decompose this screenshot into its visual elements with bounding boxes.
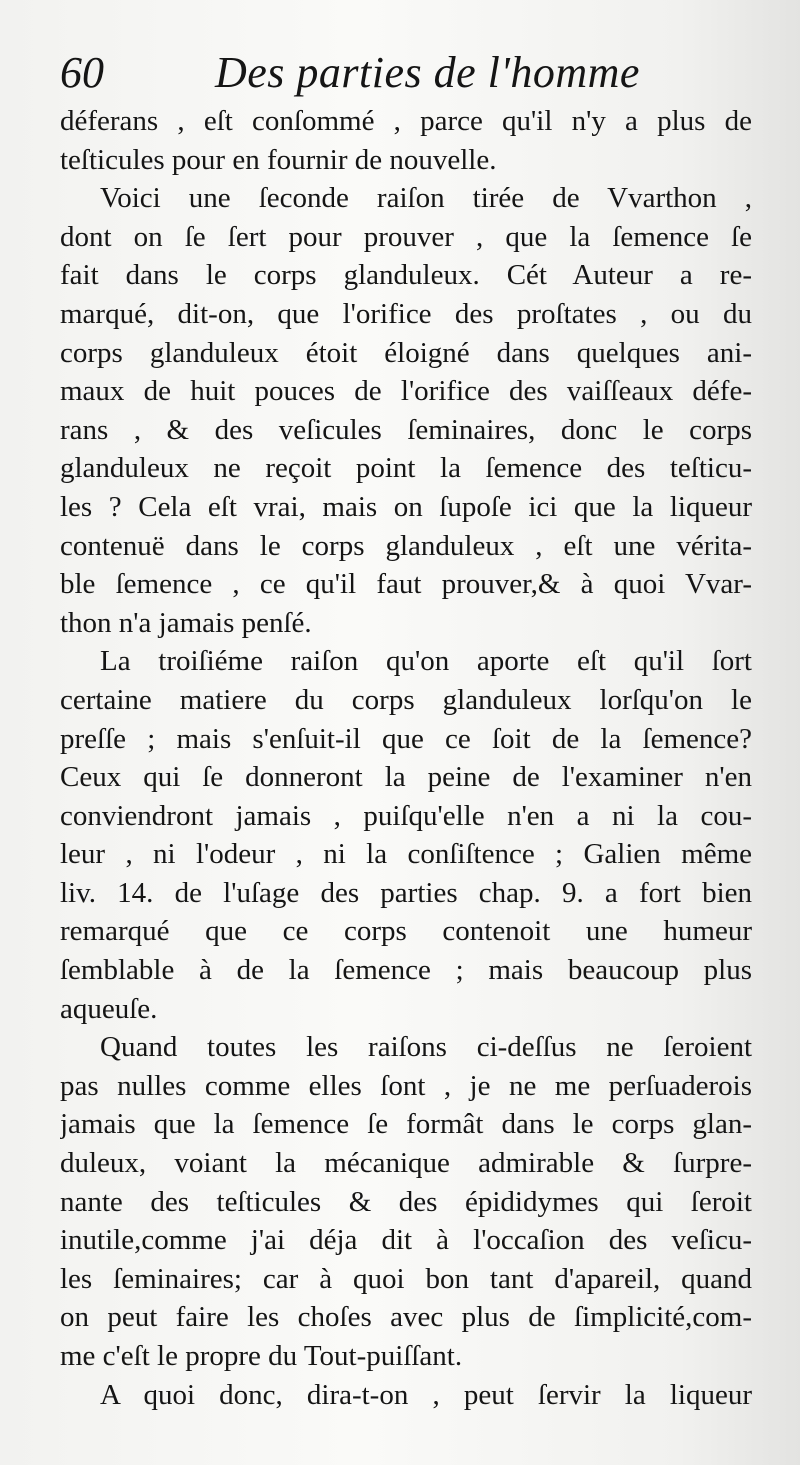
text-line: les ſeminaires; car à quoi bon tant d'apareil, quand <box>60 1262 752 1295</box>
text-line: remarqué que ce corps contenoit une humeur <box>60 915 752 948</box>
running-title: Des parties de l'homme <box>215 48 640 97</box>
text-line: liv. 14. de l'uſage des parties chap. 9. a fort bien <box>60 876 752 909</box>
text-line: ſemblable à de la ſemence ; mais beaucoup plus <box>60 954 752 987</box>
text-line: rans , & des veſicules ſeminaires, donc le corps <box>60 413 752 446</box>
text-line: Ceux qui ſe donneront la peine de l'examiner n'en <box>60 761 752 794</box>
text-line: thon n'a jamais penſé. <box>60 606 312 639</box>
text-line: duleux, voiant la mécanique admirable & ſurpre- <box>60 1147 752 1180</box>
text-line: pas nulles comme elles ſont , je ne me perſuaderois <box>60 1069 752 1102</box>
text-line: Voici une ſeconde raiſon tirée de Vvarthon , <box>100 182 752 215</box>
text-line: La troiſiéme raiſon qu'on aporte eſt qu'il ſort <box>100 645 752 678</box>
body-text <box>60 102 752 1414</box>
text-line: jamais que la ſemence ſe formât dans le corps glan- <box>60 1108 752 1141</box>
text-line: A quoi donc, dira-t-on , peut ſervir la liqueur <box>100 1378 752 1411</box>
text-line: certaine matiere du corps glanduleux lorſqu'on le <box>60 683 752 716</box>
text-line: dont on ſe ſert pour prouver , que la ſemence ſe <box>60 220 752 253</box>
page-number: 60 <box>60 48 104 97</box>
text-line: marqué, dit-on, que l'orifice des proſtates , ou du <box>60 297 752 330</box>
text-line: on peut faire les choſes avec plus de ſimplicité,com- <box>60 1301 752 1334</box>
text-line: ble ſemence , ce qu'il faut prouver,& à quoi Vvar- <box>60 568 752 601</box>
text-line: les ? Cela eſt vrai, mais on ſupoſe ici que la liqueur <box>60 490 752 523</box>
text-line: conviendront jamais , puiſqu'elle n'en a ni la cou- <box>60 799 752 832</box>
text-line: me c'eſt le propre du Tout-puiſſant. <box>60 1340 463 1372</box>
text-line: glanduleux ne reçoit point la ſemence des teſticu- <box>60 452 752 485</box>
text-line: maux de huit pouces de l'orifice des vaiſſeaux défe- <box>60 375 752 408</box>
text-line: inutile,comme j'ai déja dit à l'occaſion des veſicu- <box>60 1224 752 1257</box>
text-line: déferans , eſt conſommé , parce qu'il n'y a plus de <box>60 105 752 137</box>
text-line: nante des teſticules & des épididymes qui ſeroit <box>60 1185 752 1218</box>
text-line: corps glanduleux étoit éloigné dans quelques ani- <box>60 336 752 369</box>
page-header <box>60 42 760 104</box>
text-line: teſticules pour en fournir de nouvelle. <box>60 143 497 176</box>
text-line: Quand toutes les raiſons ci-deſſus ne ſeroient <box>100 1031 752 1064</box>
text-line: fait dans le corps glanduleux. Cét Auteur a re- <box>60 259 752 292</box>
text-line: aqueuſe. <box>60 992 158 1025</box>
text-line: contenuë dans le corps glanduleux , eſt une vérita- <box>60 529 752 562</box>
text-line: preſſe ; mais s'enſuit-il que ce ſoit de la ſemence? <box>60 722 752 755</box>
text-line: leur , ni l'odeur , ni la conſiſtence ; Galien même <box>60 838 752 871</box>
